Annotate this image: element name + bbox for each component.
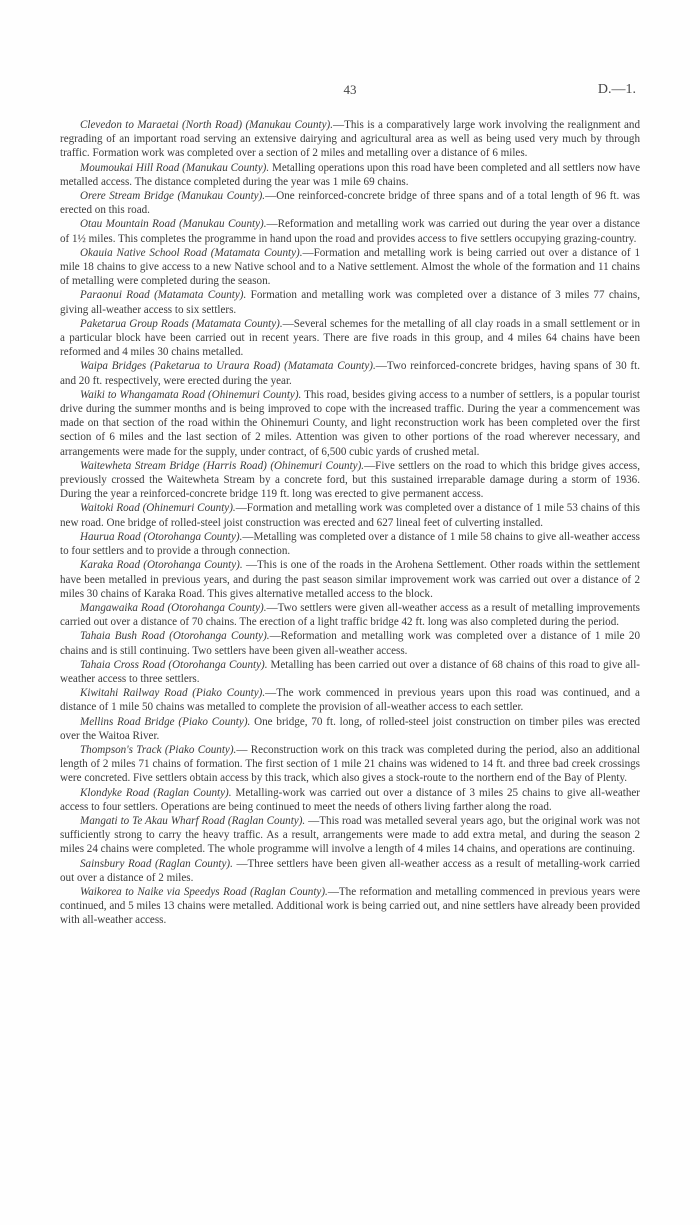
road-title: Mangawaika Road (Otorohanga County).: [80, 601, 267, 614]
paragraph-text: —Three settlers have been given all-weather access as a result of metalling-work carried out over a distance of 2 miles.: [60, 857, 640, 884]
road-title: Waitewheta Stream Bridge (Harris Road) (Ohinemuri County).: [80, 459, 365, 472]
paragraph-text: —Formation and metalling work is being carried out over a distance of 1 mile 18 chains to give access to a new Native school and to a Native settlement. Almost the whole of the formation and 11 chains of metalling were completed during the season.: [60, 246, 640, 288]
paragraph: [60, 359, 640, 387]
paragraph-text: —Reformation and metalling work was completed over a distance of 1 mile 20 chains and is still continuing. Two settlers have been given all-weather access.: [60, 630, 641, 657]
paragraph: [60, 686, 640, 714]
road-title: Waitoki Road (Ohinemuri County).: [80, 502, 236, 515]
paragraph-text: Formation and metalling work was completed over a distance of 3 miles 77 chains, giving all-weather access to six settlers.: [60, 289, 640, 316]
paragraph-text: —This is one of the roads in the Arohena Settlement. Other roads within the settlement have been metalled in previous years, and during the past season similar improvement work was carried out over a distance of 2 miles 30 chains of Karaka Road. This gives alternative metalled access to the block.: [60, 559, 640, 600]
paragraph-text: —Metalling was completed over a distance of 1 mile 58 chains to give all-weather access to four settlers and to provide a through connection.: [60, 530, 641, 558]
paragraph: [60, 658, 640, 686]
road-title: Mellins Road Bridge (Piako County).: [80, 715, 251, 728]
paragraph-text: —One reinforced-concrete bridge of three spans and of a total length of 96 ft. was erected on this road.: [60, 190, 640, 217]
paragraph: [60, 246, 640, 289]
paragraph-text: —This road was metalled several years ago, but the original work was not sufficiently strong to carry the heavy traffic. As a result, arrangements were made to add extra metal, and during the season 2 miles 24 chains were completed. The whole programme will involve a length of 4 miles 14 chains, and operations are continuing.: [60, 814, 640, 856]
page-number: 43: [343, 82, 357, 97]
road-title: Otau Mountain Road (Manukau County).: [80, 218, 267, 231]
paragraph: [60, 217, 640, 245]
paragraph: [60, 715, 640, 743]
paragraph: [60, 118, 640, 161]
road-title: Waipa Bridges (Paketarua to Uraura Road) (Matamata County).: [80, 360, 376, 373]
paragraph: [60, 814, 640, 857]
paragraph: [60, 885, 640, 928]
road-title: Waikorea to Naike via Speedys Road (Raglan County).: [80, 885, 328, 898]
paragraph-text: Metalling has been carried out over a distance of 68 chains of this road to give all-weather access to three settlers.: [60, 658, 640, 685]
paragraph: [60, 530, 640, 558]
paragraph-text: — Reconstruction work on this track was completed during the period, also an additional length of 2 miles 71 chains of formation. The first section of 1 mile 21 chains was widened to 14 ft. and three bad creek crossings were concreted. Five settlers obtain access by this track, which also gives a stock-route to the northern end of the Bay of Plenty.: [60, 743, 640, 785]
road-title: Tahaia Bush Road (Otorohanga County).: [80, 630, 270, 643]
road-title: Kiwitahi Railway Road (Piako County).: [80, 687, 266, 700]
paragraph: [60, 743, 640, 786]
paragraph-text: —Five settlers on the road to which this bridge gives access, previously crossed the Waitewheta Stream by a concrete ford, but this sustained irreparable damage during a storm of 1936. During the year a reinforced-concrete bridge 119 ft. long was erected to give permanent access.: [60, 459, 640, 501]
paragraph: [60, 558, 640, 601]
road-title: Clevedon to Maraetai (North Road) (Manukau County).: [80, 119, 333, 131]
report-body: [60, 118, 640, 928]
road-title: Okauia Native School Road (Matamata County).: [80, 246, 303, 259]
road-title: Thompson's Track (Piako County).: [80, 743, 237, 756]
paragraph: [60, 786, 640, 814]
paragraph: [60, 501, 640, 529]
paragraph-text: —Two reinforced-concrete bridges, having spans of 30 ft. and 20 ft. respectively, were erected during the year.: [60, 360, 640, 387]
paragraph-text: Metalling operations upon this road have been completed and all settlers now have metalled access. The distance completed during the year was 1 mile 69 chains.: [60, 161, 640, 188]
paragraph: [60, 857, 640, 885]
paragraph: [60, 317, 640, 360]
paragraph: [60, 629, 640, 657]
paragraph: [60, 161, 640, 189]
paragraph: [60, 601, 640, 629]
paragraph-text: —This is a comparatively large work involving the realignment and regrading of an important road serving an extensive dairying and agricultural area as well as being used very much by through traffic. Formation work was completed over a section of 2 miles and metalling over a distance of 6 miles.: [60, 119, 641, 160]
road-title: Paketarua Group Roads (Matamata County).: [80, 317, 283, 330]
paragraph-text: —Formation and metalling work was completed over a distance of 1 mile 53 chains of this new road. One bridge of rolled-steel joist construction was erected and 627 lineal feet of culverting installed.: [60, 502, 640, 529]
paragraph-text: This road, besides giving access to a number of settlers, is a popular tourist drive during the summer months and is being improved to cope with the increased traffic. During the year a commencement was made on that section of the road within the Ohinemuri County, and light reconstruction work has been completed over the first section of 6 miles and the last section of 2 miles. Attention was given to other portions of the road wherever necessary, and arrangements were made for the supply, under contract, of 6,500 cubic yards of crushed metal.: [60, 388, 640, 458]
road-title: Moumoukai Hill Road (Manukau County).: [80, 161, 270, 174]
paragraph: [60, 388, 640, 459]
paragraph-text: —Reformation and metalling work was carried out during the year over a distance of 1½ miles. This completes the programme in hand upon the road and provides access to five settlers occupying grazing-country.: [60, 218, 640, 245]
paragraph-text: —The reformation and metalling commenced in previous years were continued, and 5 miles 13 chains were metalled. Additional work is being carried out, and nine settlers have already been provided with all-weather access.: [60, 885, 640, 927]
paragraph-text: Metalling-work was carried out over a distance of 3 miles 25 chains to give all-weather access to four settlers. Operations are being continued to meet the needs of others living farther along the road.: [60, 786, 641, 813]
road-title: Waiki to Whangamata Road (Ohinemuri County).: [80, 388, 302, 401]
paragraph: [60, 459, 640, 502]
road-title: Tahaia Cross Road (Otorohanga County).: [80, 658, 268, 671]
paragraph-text: —Several schemes for the metalling of all clay roads in a small settlement or in a particular block have been carried out in recent years. There are five roads in this group, and 4 miles 64 chains have been reformed and 4 miles 30 chains metalled.: [60, 317, 640, 359]
page-header: [60, 82, 640, 104]
road-title: Haurua Road (Otorohanga County).: [80, 530, 243, 543]
road-title: Sainsbury Road (Raglan County).: [80, 857, 233, 870]
paragraph-text: —Two settlers were given all-weather access as a result of metalling improvements carried out over a distance of 70 chains. The erection of a light traffic bridge 42 ft. long was also completed during the period.: [60, 601, 640, 629]
road-title: Klondyke Road (Raglan County).: [80, 786, 232, 799]
paragraph: [60, 288, 640, 316]
paragraph: [60, 189, 640, 217]
section-reference: D.—1.: [597, 82, 636, 97]
road-title: Orere Stream Bridge (Manukau County).: [80, 190, 266, 203]
paragraph-text: One bridge, 70 ft. long, of rolled-steel joist construction on timber piles was erected over the Waitoa River.: [60, 715, 640, 742]
road-title: Paraonui Road (Matamata County).: [80, 289, 247, 302]
paragraph-text: —The work commenced in previous years upon this road was continued, and a distance of 1 mile 50 chains was metalled to complete the provision of all-weather access to each settler.: [60, 687, 640, 714]
road-title: Karaka Road (Otorohanga County).: [80, 559, 243, 572]
road-title: Mangati to Te Akau Wharf Road (Raglan County).: [80, 814, 306, 827]
